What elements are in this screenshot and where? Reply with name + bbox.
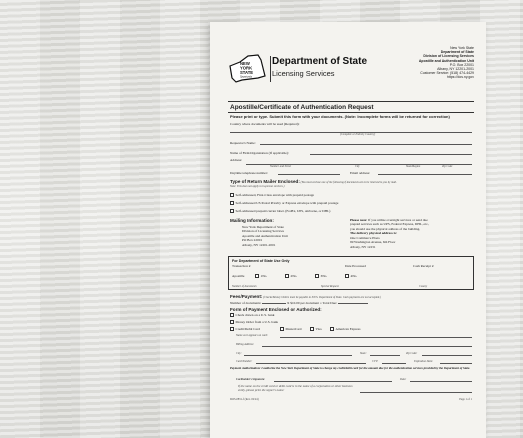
card-type-mastercard[interactable] [280,327,302,331]
zip-field[interactable] [422,355,472,356]
department-title: Department of State [272,56,368,67]
state-field[interactable] [370,355,400,356]
num-docs-label: Number of documents [232,285,257,288]
address-hint-state: State/Region [406,165,421,168]
delivery-note-line: 99 Washington Avenue, 6th Floor [350,240,396,245]
checkbox[interactable] [280,327,284,331]
apostille-label: Apostille [232,274,245,278]
delivery-note-line: prepaid services such as UPS, Federal Express, DHL, etc., [350,222,430,227]
mailer-option-priority[interactable] [230,201,338,205]
email-label: Email address: [350,171,371,175]
address-line: Albany, NY 12201-2001 [437,66,474,71]
county-label: County [419,285,428,288]
payment-heading: Form of Payment Enclosed or Authorized: [230,307,322,312]
card-number-label: Card Number: [236,360,253,363]
mailing-address-line: PO Box 22001 [242,238,263,243]
name-on-card-field[interactable] [280,337,472,338]
checkbox[interactable] [315,274,319,278]
city-label: City: [236,352,242,355]
form-id: DOS-0851-f (Rev. 02/24) [230,398,259,401]
form-document [210,22,486,438]
city-field[interactable] [244,355,352,356]
transaction-label: Transaction # [232,264,251,268]
signer-name-field[interactable] [360,392,472,393]
office-use-heading: For Department of State Use Only [232,259,290,263]
name-on-card-label: Name as it appears on card: [236,334,268,337]
email-field[interactable] [378,174,472,175]
logo-line-2: YORK [240,65,253,71]
fees-note: (Checks/Money Orders must be payable to N.Y.S. Department of State. Cash payments are not accepted.) [263,296,381,299]
mailer-option-label: Self-addressed US Postal Priority or Express envelope with prepaid postage [235,201,339,205]
delivery-note-line: Albany, NY 12231 [350,244,376,249]
state-label: State: [360,352,367,355]
logo-line-1: NEW [240,61,250,66]
country-hint: (Complete or Entirety Country) [340,133,376,136]
payment-option-label: Credit/Debit Card [235,327,260,331]
payment-option-label: Money Order from a U.S. bank [235,320,278,324]
firm-field[interactable] [310,154,472,155]
card-number-field[interactable] [256,363,366,364]
delivery-note-label: Please note: [350,218,368,222]
payment-option-label: Check drawn on a U.S. bank [235,313,275,317]
country-label: Country where documents will be used (Required): [230,122,300,126]
form-title: Apostille/Certificate of Authentication Request [230,104,374,111]
card-type-label: MasterCard [285,327,302,331]
mailing-address-line: New York Department of State [242,225,284,229]
division-title: Licensing Services [272,69,335,78]
mailer-option-first-class[interactable] [230,193,314,197]
office-field-label: 1No. [260,274,268,278]
mailing-address [242,225,288,247]
logo-tag: Opportunity [240,76,252,79]
address-hint-street: Number and Street [270,165,292,168]
fees-rate: X $10.00 per document = Total Due: [286,301,337,305]
address-hint-zip: Zip Code [442,165,453,168]
payment-authorization: Payment Authorization: I authorize the New York Department of State to charge my credit/debit card for the amount due for the authentication services provided by the Department of State. [230,366,471,370]
expiration-field[interactable] [440,363,472,364]
checkbox[interactable] [345,274,349,278]
card-type-amex[interactable] [330,327,360,331]
signature-date-label: Date: [400,378,407,381]
delivery-note-line: you should use the physical address of the building. [350,226,421,231]
payment-option-card[interactable] [230,327,260,331]
address-hint-city: City [355,165,360,168]
cash-receipt-label: Cash Receipt # [413,264,434,268]
signature-label: Cardholder's Signature: [236,378,266,381]
office-use-box [228,256,474,290]
header-divider [270,56,271,82]
requestor-field[interactable] [260,144,472,145]
checkbox[interactable] [310,327,314,331]
cvv-label: CVV: [372,360,379,363]
checkbox[interactable] [230,193,234,197]
firm-label: Name of Firm/Organization (If applicable): [230,151,289,155]
agency-address [419,46,474,80]
address-line: New York State [450,46,474,50]
office-field-label: 3No. [320,274,328,278]
checkbox[interactable] [230,313,234,317]
office-field-4[interactable] [345,274,357,278]
delivery-note-line: If you utilize overnight services or send due [368,218,428,222]
address-line: Customer Service: (518) 474-4429 [420,71,474,76]
card-type-visa[interactable] [310,327,322,331]
office-field-label: 4No. [350,274,358,278]
address-line: Department of State [440,50,474,55]
signature-field[interactable] [274,381,392,382]
special-request-label: Special Request [321,285,339,288]
fees-heading: Fees/Payment: [230,294,263,299]
return-mailer-note: (You must enclose one of the following if documents are to be returned to you by mail. [300,181,397,184]
mailing-address-line: Apostille and Authentication Unit [242,233,288,238]
phone-label: Daytime telephone number: [230,171,268,175]
address-line: Division of Licensing Services [423,54,474,59]
fees-number-label: Number of documents: [230,301,262,305]
address-line: https://dos.ny.gov [446,75,474,80]
mailing-address-line: Albany, NY 12201-2001 [242,242,276,247]
address-line: P.O. Box 22001 [449,62,474,67]
delivery-note-line: The delivery physical address is: [350,231,398,236]
title-rule-top [228,101,474,102]
fees-total-field[interactable] [338,303,368,304]
signature-note: If the name on the credit card or debit card is in the name of a corporation or other business entity, please print the signer's name: [238,384,353,392]
mailer-option-carrier[interactable] [230,209,330,213]
fees-heading-row [230,294,381,300]
logo-line-3: STATE [240,70,254,75]
fees-number-field[interactable] [262,303,286,304]
address-line: Apostille and Authentication Unit [418,58,474,63]
checkbox[interactable] [230,327,234,331]
title-rule-bottom [228,112,474,113]
expiration-label: Expiration Date: [414,360,434,363]
checkbox[interactable] [230,320,234,324]
checkbox[interactable] [285,274,289,278]
office-field-2[interactable] [285,274,297,278]
checkbox[interactable] [330,327,334,331]
card-type-label: Visa [315,327,322,331]
checkbox[interactable] [255,274,259,278]
payment-option-check[interactable] [230,313,274,317]
checkbox[interactable] [230,209,234,213]
card-type-label: American Express [335,327,361,331]
return-mailer-heading: Type of Return Mailer Enclosed: [230,179,300,184]
phone-field[interactable] [278,174,340,175]
fees-row [230,301,368,305]
return-mailer-note-2: Note: This does not apply to in-person services.) [230,185,285,188]
mailing-address-line: Division of Licensing Services [242,229,284,234]
office-field-3[interactable] [315,274,327,278]
billing-address-field[interactable] [262,346,472,347]
signature-date-field[interactable] [410,381,472,382]
office-field-1[interactable] [255,274,267,278]
delivery-note-line: One Commerce Plaza [350,235,380,240]
payment-option-money-order[interactable] [230,320,278,324]
form-instructions: Please print or type. Submit this form with your documents. (Note: Incomplete forms will be returned for correction) [230,114,450,119]
date-processed-label: Date Processed [345,264,366,268]
delivery-note [350,218,429,249]
mailer-option-label: Self-addressed prepaid carrier label. (FedEx, UPS, Airborne, or DHL) [235,209,331,213]
return-mailer-heading-row [230,179,397,185]
cvv-field[interactable] [382,363,406,364]
mailer-option-label: Self-addressed, First-Class envelope with prepaid postage [235,193,315,197]
requestor-label: Requestor's Name: [230,141,256,145]
zip-label: Zip Code: [406,352,418,355]
billing-address-label: Billing Address: [236,343,255,346]
new-york-state-logo [228,52,268,84]
page-number: Page 1 of 1 [459,398,472,401]
checkbox[interactable] [230,201,234,205]
office-field-label: 2No. [290,274,298,278]
address-label: Address: [230,158,243,162]
mailing-heading: Mailing Information: [230,218,274,223]
